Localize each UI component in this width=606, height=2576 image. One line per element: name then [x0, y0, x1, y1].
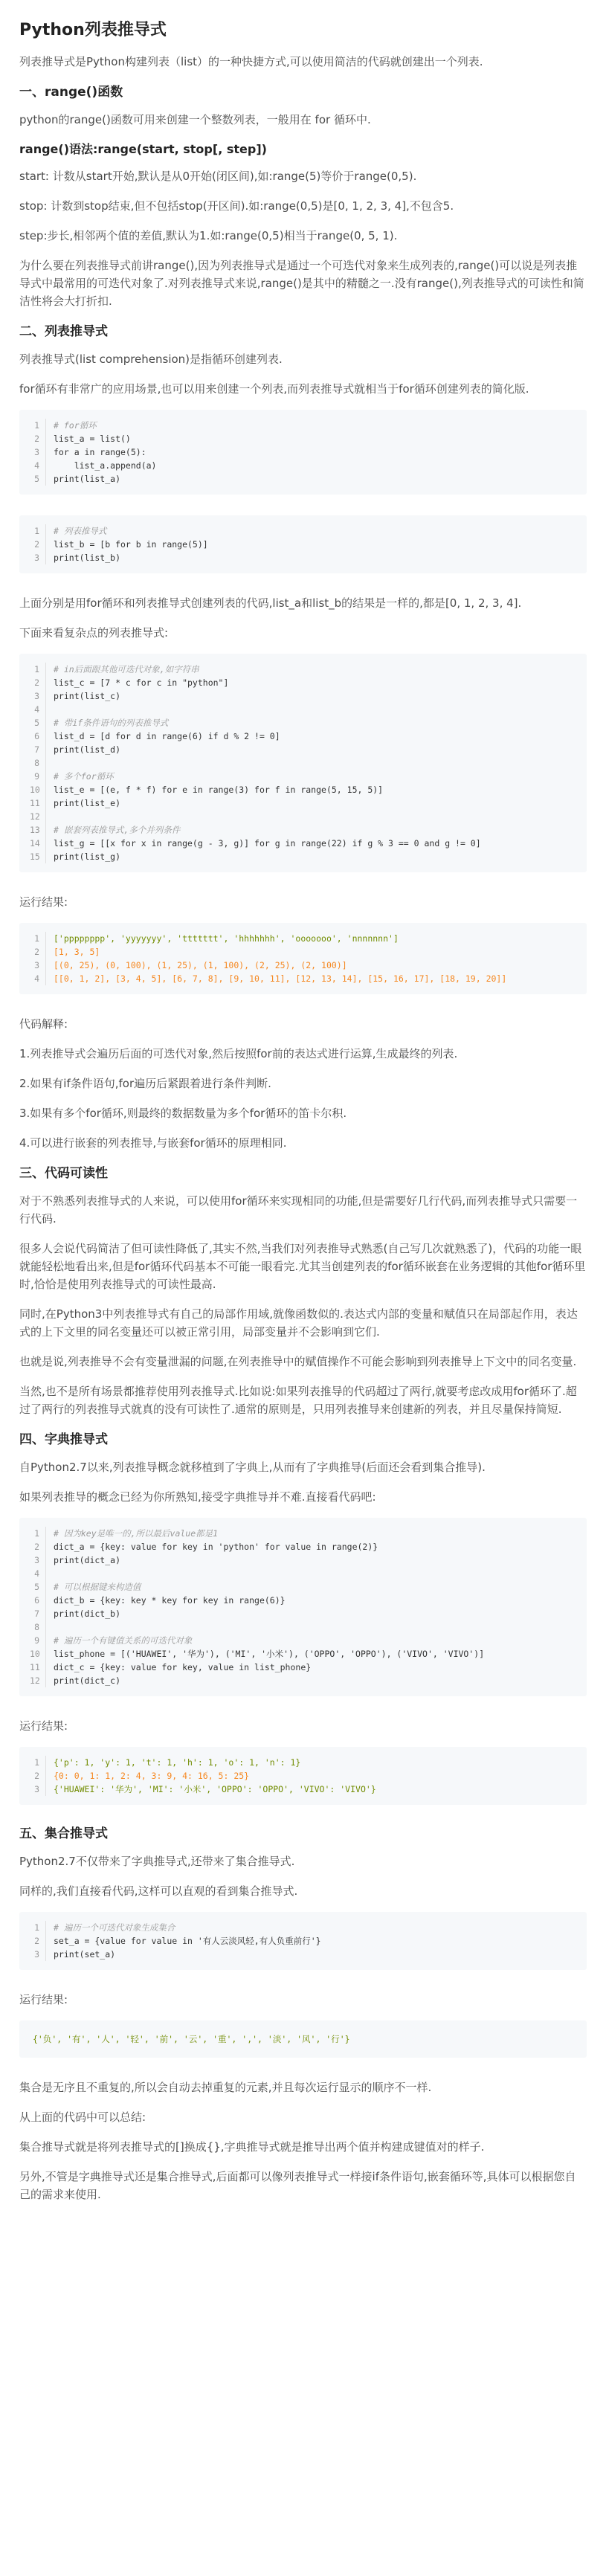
- paragraph: 上面分别是用for循环和列表推导式创建列表的代码,list_a和list_b的结果是一样的,都是[0, 1, 2, 3, 4].: [19, 596, 522, 611]
- paragraph: stop: 计数到stop结束,但不包括stop(开区间).如:range(0,5)是[0, 1, 2, 3, 4],不包含5.: [19, 199, 454, 213]
- code-block-result[interactable]: 1 ['pppppppp', 'yyyyyyy', 'ttttttt', 'hhhhhhh', 'ooooooo', 'nnnnnnn'] 2 [1, 3, 5] 3 [(0, 25), (0, 100), (1, 25), (1, 100), (2, 25), (2, 100)] 4 [[0, 1, 2], [3, 4, 5], [6, 7, 8], [9, 10, 11], [12, 13, 14], [15, 16, 17], [18, 19, 20]]: [19, 923, 587, 994]
- result-label: 运行结果:: [19, 1719, 68, 1733]
- paragraph: 当然,也不是所有场景都推荐使用列表推导式.比如说:如果列表推导的代码超过了两行,就要考虑改成用for循环了.超过了两行的列表推导式就真的没有可读性了.通常的原则是，只用列表推导来创建新的列表，并且尽量保持简短.: [19, 1384, 577, 1416]
- explain-item: 1.列表推导式会遍历后面的可迭代对象,然后按照for前的表达式进行运算,生成最终的列表.: [19, 1047, 458, 1061]
- code-block-set-comprehension[interactable]: 1 # 遍历一个可迭代对象生成集合 2 set_a = {value for value in '有人云淡风轻,有人负重前行'} 3 print(set_a): [19, 1912, 587, 1970]
- explain-item: 2.如果有if条件语句,for遍历后紧跟着进行条件判断.: [19, 1077, 271, 1091]
- paragraph: 同时,在Python3中列表推导式有自己的局部作用域,就像函数似的.表达式内部的变量和赋值只在局部起作用，表达式的上下文里的同名变量还可以被正常引用，局部变量并不会影响到它们.: [19, 1307, 578, 1339]
- explain-label: 代码解释:: [19, 1017, 68, 1031]
- range-syntax-heading: range()语法:range(start, stop[, step]): [19, 141, 267, 156]
- paragraph: for循环有非常广的应用场景,也可以用来创建一个列表,而列表推导式就相当于for循环创建列表的简化版.: [19, 382, 529, 396]
- code-block-dict-result[interactable]: 1 {'p': 1, 'y': 1, 't': 1, 'h': 1, 'o': 1, 'n': 1} 2 {0: 0, 1: 1, 2: 4, 3: 9, 4: 16, 5: 25} 3 {'HUAWEI': '华为', 'MI': '小米', 'OPPO': 'OPPO', 'VIVO': 'VIVO'}: [19, 1747, 587, 1805]
- paragraph: 列表推导式(list comprehension)是指循环创建列表.: [19, 352, 283, 367]
- paragraph: 从上面的代码中可以总结:: [19, 2110, 146, 2124]
- section-heading-range: 一、range()函数: [19, 84, 123, 100]
- code-block-for-loop[interactable]: 1 # for循环 2 list_a = list() 3 for a in range(5): 4 list_a.append(a) 5 print(list_a): [19, 410, 587, 495]
- paragraph: 对于不熟悉列表推导式的人来说，可以使用for循环来实现相同的功能,但是需要好几行代码,而列表推导式只需要一行代码.: [19, 1194, 578, 1226]
- paragraph: Python2.7不仅带来了字典推导式,还带来了集合推导式.: [19, 1854, 295, 1868]
- paragraph: 自Python2.7以来,列表推导概念就移植到了字典上,从而有了字典推导(后面还会看到集合推导).: [19, 1460, 486, 1474]
- section-heading-set-comprehension: 五、集合推导式: [19, 1826, 108, 1841]
- paragraph: 很多人会说代码简洁了但可读性降低了,其实不然,当我们对列表推导式熟悉(自己写几次就熟悉了)，代码的功能一眼就能轻松地看出来,但是for循环代码基本不可能一眼看完.尤其当创建列表的for循环嵌套在业务逻辑的其他for循环里时,恰恰是使用列表推导式的可读性最高.: [19, 1241, 586, 1291]
- paragraph: 集合推导式就是将列表推导式的[]换成{},字典推导式就是推导出两个值并构建成键值对的样子.: [19, 2139, 485, 2154]
- paragraph: 如果列表推导的概念已经为你所熟知,接受字典推导并不难.直接看代码吧:: [19, 1490, 376, 1504]
- section-heading-dict-comprehension: 四、字典推导式: [19, 1432, 108, 1447]
- result-label: 运行结果:: [19, 1992, 68, 2006]
- paragraph: 集合是无序且不重复的,所以会自动去掉重复的元素,并且每次运行显示的顺序不一样.: [19, 2080, 432, 2094]
- code-block-list-comprehension[interactable]: 1 # 列表推导式 2 list_b = [b for b in range(5)] 3 print(list_b): [19, 515, 587, 573]
- code-block-set-result[interactable]: {'负', '有', '人', '轻', '前', '云', '重', ',', '淡', '风', '行'}: [19, 2020, 587, 2058]
- intro-paragraph: 列表推导式是Python构建列表（list）的一种快捷方式,可以使用简洁的代码就创建出一个列表.: [19, 54, 483, 68]
- code-block-complex-list-comprehension[interactable]: 1 # in后面跟其他可迭代对象,如字符串 2 list_c = [7 * c for c in "python"] 3 print(list_c) 4 5 # 带if条件语句的列表推导式 6 list_d = [d for d in range(6) if d % 2 != 0] 7 print(list_d) 8 9 # 多个for循环 10 list_e = [(e, f * f) for e in range(3) for f in range(5, 15, 5)] 11 print(list_e) 12 13 # 嵌套列表推导式,多个并列条件 14 list_g = [[x for x in range(g - 3, g)] for g in range(22) if g % 3 == 0 and g != 0] 15 print(list_g): [19, 654, 587, 872]
- code-block-dict-comprehension[interactable]: 1 # 因为key是唯一的,所以最后value都是1 2 dict_a = {key: value for key in 'python' for value in range(2)} 3 print(dict_a) 4 5 # 可以根据键来构造值 6 dict_b = {key: key * key for key in range(6)} 7 print(dict_b) 8 9 # 遍历一个有键值关系的可迭代对象 10 list_phone = [('HUAWEI', '华为'), ('MI', '小米'), ('OPPO', 'OPPO'), ('VIVO', 'VIVO')] 11 dict_c = {key: value for key, value in list_phone} 12 print(dict_c): [19, 1518, 587, 1696]
- paragraph: 下面来看复杂点的列表推导式:: [19, 626, 169, 640]
- paragraph: 另外,不管是字典推导式还是集合推导式,后面都可以像列表推导式一样接if条件语句,嵌套循环等,具体可以根据您自己的需求来使用.: [19, 2169, 576, 2201]
- paragraph: start: 计数从start开始,默认是从0开始(闭区间),如:range(5)等价于range(0,5).: [19, 170, 417, 184]
- result-label: 运行结果:: [19, 895, 68, 909]
- paragraph: step:步长,相邻两个值的差值,默认为1.如:range(0,5)相当于range(0, 5, 1).: [19, 229, 398, 243]
- paragraph: 同样的,我们直接看代码,这样可以直观的看到集合推导式.: [19, 1884, 298, 1898]
- section-heading-list-comprehension: 二、列表推导式: [19, 324, 108, 340]
- paragraph: 也就是说,列表推导不会有变量泄漏的问题,在列表推导中的赋值操作不可能会影响到列表推导上下文中的同名变量.: [19, 1354, 577, 1368]
- explain-item: 3.如果有多个for循环,则最终的数据数量为多个for循环的笛卡尔积.: [19, 1107, 347, 1121]
- paragraph: python的range()函数可用来创建一个整数列表，一般用在 for 循环中.: [19, 112, 371, 126]
- explain-item: 4.可以进行嵌套的列表推导,与嵌套for循环的原理相同.: [19, 1136, 287, 1150]
- paragraph: 为什么要在列表推导式前讲range(),因为列表推导式是通过一个可迭代对象来生成列表的,range()可以说是列表推导式中最常用的可迭代对象了.对列表推导式来说,range()是其中的精髓之一.没有range(),列表推导式的可读性和简洁性将会大打折扣.: [19, 259, 584, 309]
- page-title: Python列表推导式: [19, 21, 167, 39]
- section-heading-readability: 三、代码可读性: [19, 1166, 108, 1182]
